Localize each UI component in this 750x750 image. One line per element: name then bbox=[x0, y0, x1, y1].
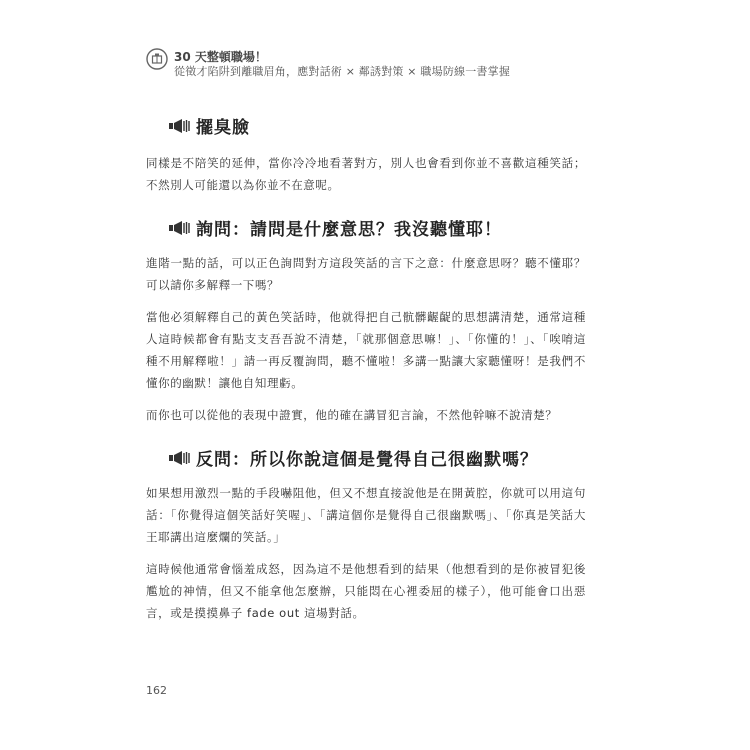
paragraph: 如果想用激烈一點的手段嚇阻他，但又不想直接說他是在開黃腔，你就可以用這句話：「你覺得這個笑話好笑喔」、「講這個你是覺得自己很幽默嗎」、「你真是笑話大王耶講出這麼爛的笑話。」 bbox=[146, 486, 586, 544]
section-1 bbox=[146, 110, 586, 196]
page-number: 162 bbox=[146, 684, 167, 697]
paragraph: 而你也可以從他的表現中證實，他的確在講冒犯言論，不然他幹嘛不說清楚？ bbox=[146, 408, 558, 422]
page-body bbox=[146, 110, 586, 624]
section-heading-text: 詢問：請問是什麼意思？我沒聽懂耶！ bbox=[196, 220, 502, 240]
book-logo-icon bbox=[146, 48, 168, 70]
section-heading bbox=[146, 442, 586, 472]
running-header bbox=[146, 42, 626, 82]
paragraph: 同樣是不陪笑的延伸，當你冷冷地看著對方，別人也會看到你並不喜歡這種笑話；不然別人可能還以為你並不在意呢。 bbox=[146, 156, 586, 192]
megaphone-icon bbox=[168, 450, 190, 466]
megaphone-icon bbox=[168, 118, 190, 134]
section-heading bbox=[146, 212, 586, 242]
paragraph: 進階一點的話，可以正色詢問對方這段笑話的言下之意：什麼意思呀？聽不懂耶？可以請你多解釋一下嗎？ bbox=[146, 256, 586, 292]
section-heading-text: 擺臭臉 bbox=[196, 118, 250, 138]
paragraph: 當他必須解釋自己的黃色笑話時，他就得把自己骯髒齷齪的思想講清楚，通常這種人這時候都會有點支支吾吾說不清楚，「就那個意思嘛！」、「你懂的！」、「唉唷這種不用解釋啦！」請一再反覆詢問，聽不懂啦！多講一點讓大家聽懂呀！是我們不懂你的幽默！讓他自知理虧。 bbox=[146, 310, 586, 390]
book-title: 30 天整頓職場！ bbox=[174, 50, 267, 64]
megaphone-icon bbox=[168, 220, 190, 236]
section-heading bbox=[146, 110, 586, 140]
section-3 bbox=[146, 442, 586, 624]
paragraph: 這時候他通常會惱羞成怒，因為這不是他想看到的結果（他想看到的是你被冒犯後尷尬的神情，但又不能拿他怎麼辦，只能悶在心裡委屈的樣子），他可能會口出惡言，或是摸摸鼻子 fade out 這場對話。 bbox=[146, 562, 586, 620]
section-2 bbox=[146, 212, 586, 426]
section-heading-text: 反問：所以你說這個是覺得自己很幽默嗎？ bbox=[196, 450, 538, 470]
book-subtitle: 從徵才陷阱到離職眉角，應對話術 × 鄰誘對策 × 職場防線一書掌握 bbox=[174, 65, 511, 78]
